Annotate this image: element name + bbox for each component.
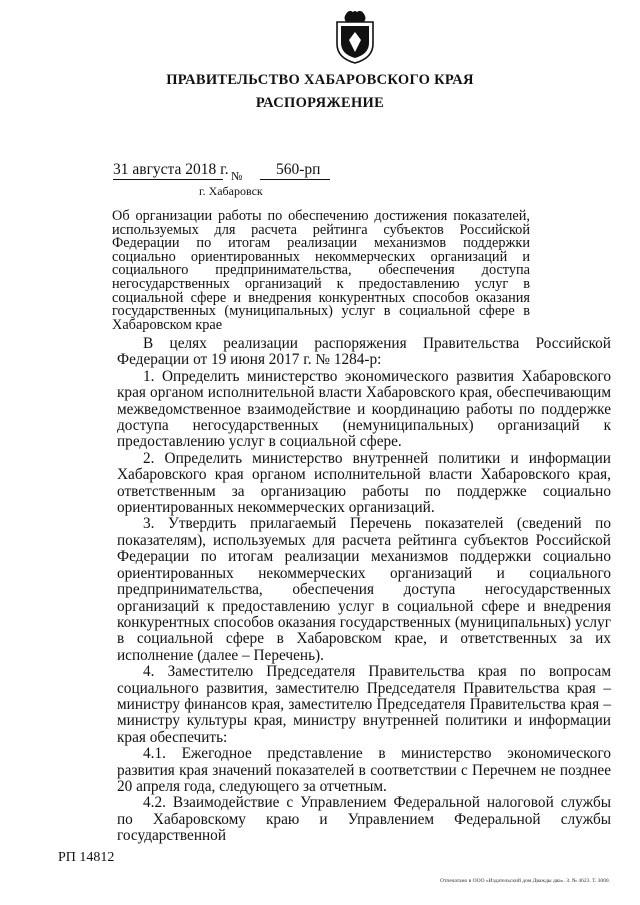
body-paragraph: 4. Заместителю Председателя Правительства края по вопросам социального развития, заместителю Председателя Правительства края – министру финансов края, заместителю Председателя Правительства края – министру культуры края, министру внутренней политики и информации края обеспечить: bbox=[117, 663, 611, 746]
body-paragraph: В целях реализации распоряжения Правительства Российской Федерации от 19 июня 2017 г. № 1284-р: bbox=[117, 335, 611, 369]
body-paragraph: 4.1. Ежегодное представление в министерство экономического развития края значений показателей в соответствии с Перечнем не позднее 20 апреля года, следующего за отчетным. bbox=[117, 745, 611, 795]
bear-coat-of-arms-icon bbox=[333, 8, 377, 64]
document-code: РП 14812 bbox=[58, 850, 115, 865]
document-body bbox=[117, 336, 611, 845]
document-subject: Об организации работы по обеспечению достижения показателей, используемых для расчета рейтинга субъектов Российской Федерации по итогам реализации механизмов поддержки социально ориентированных некоммерческих организаций и социального предпринимательства, обеспечения доступа негосударственных организаций к предоставлению услуг в социальной сфере и внедрения конкурентных способов оказания государственных (муниципальных) услуг в социальной сфере в Хабаровском крае bbox=[112, 208, 530, 333]
number-sign: № bbox=[231, 169, 243, 183]
date-underline bbox=[113, 179, 223, 180]
body-paragraph: 3. Утвердить прилагаемый Перечень показателей (сведений по показателям), используемых для расчета рейтинга субъектов Российской Федерации по итогам реализации механизмов поддержки социально ориентированных некоммерческих организаций и социального предпринимательства, обеспечения доступа негосударственных организаций к предоставлению услуг в социальной сфере и внедрения конкурентных способов оказания государственных (муниципальных) услуг в социальной сфере в Хабаровском крае, и ответственных за их исполнение (далее – Перечень). bbox=[117, 515, 611, 664]
printer-note: Отпечатано в ООО «Издательский дом Дважды два». З. № 4623. Т. 3000. bbox=[440, 878, 611, 884]
document-city: г. Хабаровск bbox=[199, 184, 263, 198]
document-type: РАСПОРЯЖЕНИЕ bbox=[255, 95, 385, 111]
document-number: 560-рп bbox=[276, 161, 321, 178]
government-title: ПРАВИТЕЛЬСТВО ХАБАРОВСКОГО КРАЯ bbox=[166, 72, 474, 88]
body-paragraph: 1. Определить министерство экономического развития Хабаровского края органом исполнительной власти Хабаровского края, обеспечивающим межведомственное взаимодействие и координацию работы по поддержке доступа негосударственных (немуниципальных) организаций к предоставлению услуг в социальной сфере. bbox=[117, 367, 611, 451]
document-date: 31 августа 2018 г. bbox=[113, 161, 229, 178]
number-underline bbox=[260, 179, 330, 180]
body-paragraph: 4.2. Взаимодействие с Управлением Федеральной налоговой службы по Хабаровскому краю и Управлением Федеральной службы государственной bbox=[117, 794, 611, 845]
body-paragraph: 2. Определить министерство внутренней политики и информации Хабаровского края органом исполнительной власти Хабаровского края, ответственным за организацию работы по поддержке социально ориентированных некоммерческих организаций. bbox=[117, 449, 611, 517]
